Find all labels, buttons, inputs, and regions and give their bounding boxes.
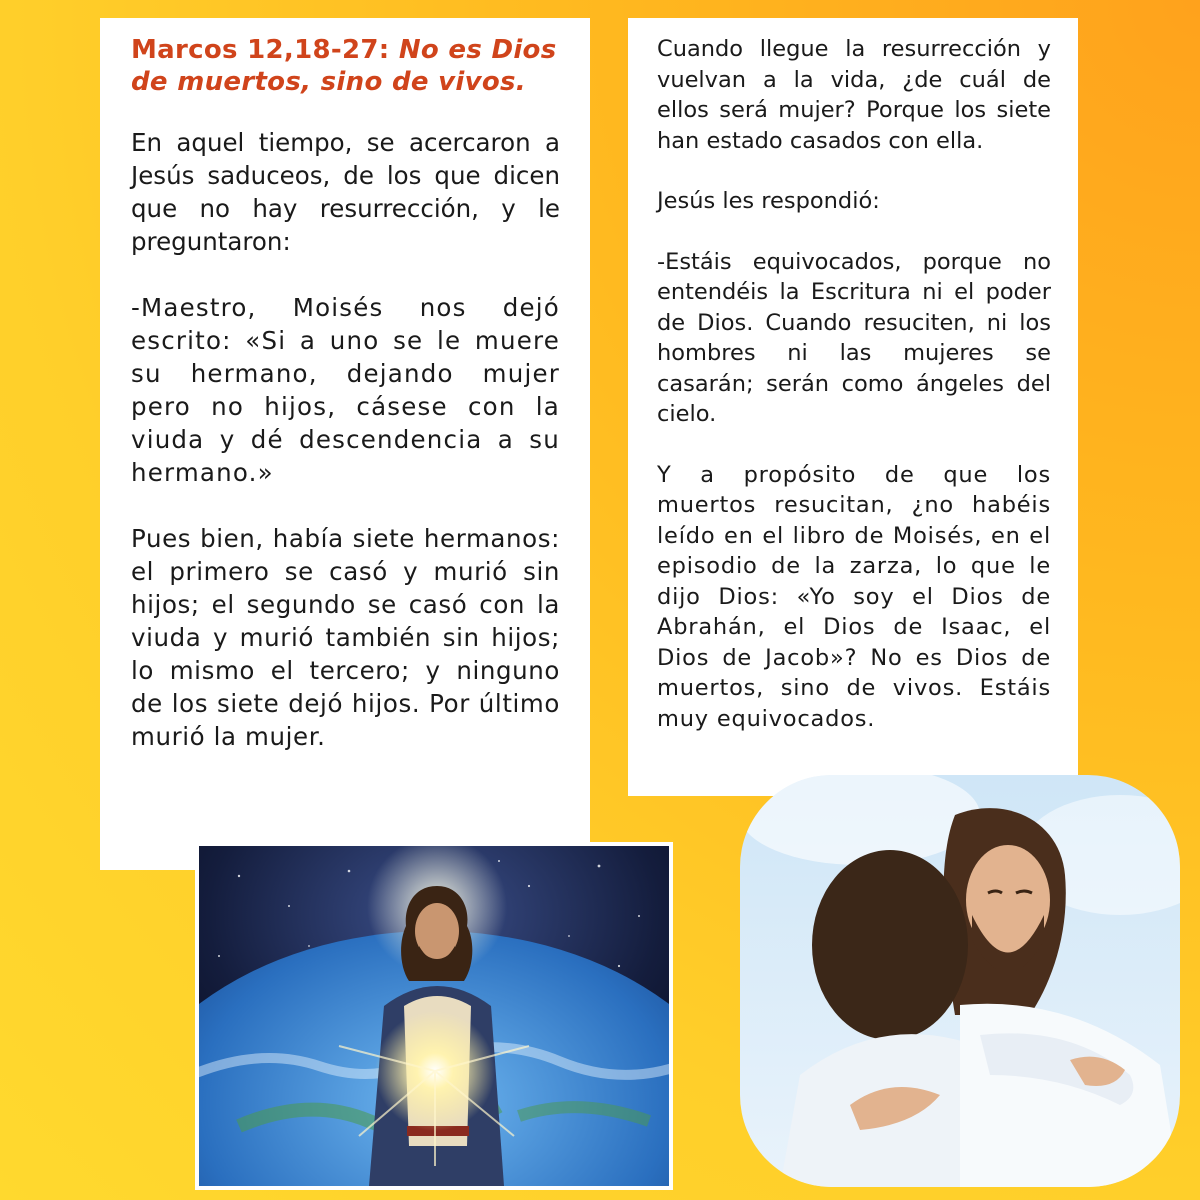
paragraph-2: -Maestro, Moisés nos dejó escrito: «Si a uno se le muere su hermano, dejando mujer pero no hijos, cásese con la viuda y dé descendencia a su hermano.» bbox=[131, 293, 560, 487]
gospel-reference: Marcos 12,18-27: bbox=[131, 35, 399, 65]
jesus-over-earth-image bbox=[195, 842, 673, 1190]
gospel-text-card-right bbox=[628, 18, 1078, 796]
paragraph-6: -Estáis equivocados, porque no entendéis la Escritura ni el poder de Dios. Cuando resuciten, ni los hombres ni las mujeres se casarán; serán como ángeles del cielo. bbox=[657, 248, 1051, 427]
paragraph-5: Jesús les respondió: bbox=[657, 188, 880, 214]
gospel-text-card-left bbox=[100, 18, 590, 870]
paragraph-7: Y a propósito de que los muertos resucitan, ¿no habéis leído en el libro de Moisés, en el episodio de la zarza, lo que le dijo Dios: «Yo soy el Dios de Abrahán, el Dios de Isaac, el Dios de Jacob»? No es Dios de muertos, sino de vivos. Estáis muy equivocados. bbox=[657, 461, 1051, 732]
paragraph-4: Cuando llegue la resurrección y vuelvan a la vida, ¿de cuál de ellos será mujer? Porque los siete han estado casados con ella. bbox=[657, 36, 1051, 154]
gospel-title-text: No es Dios de muertos, sino de vivos. bbox=[131, 35, 557, 97]
jesus-embrace-image bbox=[740, 775, 1180, 1187]
paragraph-1: En aquel tiempo, se acercaron a Jesús saduceos, de los que dicen que no hay resurrección, y le preguntaron: bbox=[131, 128, 560, 256]
paragraph-3: Pues bien, había siete hermanos: el primero se casó y murió sin hijos; el segundo se casó con la viuda y murió también sin hijos; lo mismo el tercero; y ninguno de los siete dejó hijos. Por último murió la mujer. bbox=[131, 524, 560, 751]
gospel-title bbox=[131, 34, 560, 98]
